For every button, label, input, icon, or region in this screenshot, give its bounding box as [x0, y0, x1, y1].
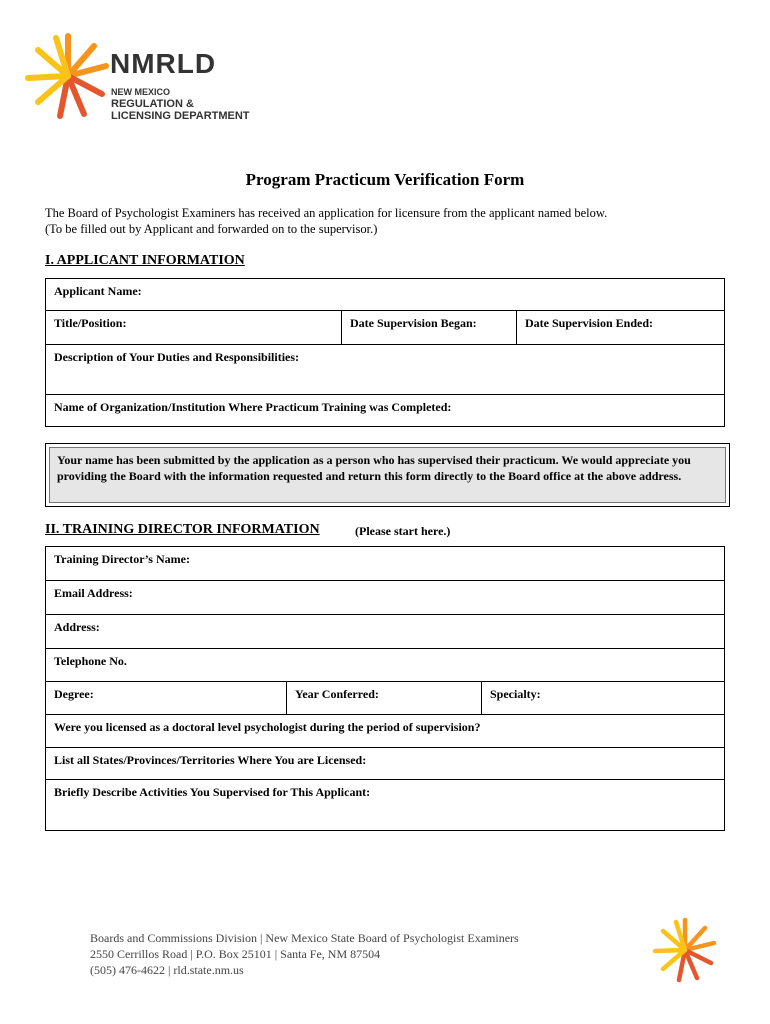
email-label: Email Address:	[54, 586, 133, 600]
brand-line-1: NEW MEXICO	[111, 87, 171, 97]
date-began-label: Date Supervision Began:	[350, 316, 477, 330]
applicant-name-field[interactable]	[45, 278, 725, 311]
applicant-name-label: Applicant Name:	[54, 284, 142, 298]
year-conferred-field[interactable]	[286, 682, 481, 714]
address-field[interactable]	[45, 614, 725, 649]
states-field[interactable]	[45, 747, 725, 780]
title-dates-row	[45, 310, 725, 345]
nmrld-small-logo-icon	[650, 915, 720, 985]
intro-line-2: (To be filled out by Applicant and forwarded on to the supervisor.)	[45, 222, 378, 236]
specialty-field[interactable]	[481, 682, 724, 714]
activities-field[interactable]	[45, 779, 725, 831]
email-field[interactable]	[45, 580, 725, 615]
section-2-note: (Please start here.)	[355, 524, 451, 538]
director-name-label: Training Director’s Name:	[54, 552, 190, 566]
date-ended-field[interactable]	[516, 311, 724, 344]
brand-abbreviation: NMRLD	[110, 48, 217, 79]
section-2-heading: II. TRAINING DIRECTOR INFORMATION	[45, 522, 320, 537]
activities-label: Briefly Describe Activities You Supervised for This Applicant:	[54, 785, 371, 799]
form-title: Program Practicum Verification Form	[245, 170, 525, 189]
director-name-field[interactable]	[45, 546, 725, 581]
organization-label: Name of Organization/Institution Where Practicum Training was Completed:	[54, 400, 452, 414]
form-intro	[45, 205, 607, 237]
duties-field[interactable]	[45, 344, 725, 395]
degree-label: Degree:	[54, 687, 94, 701]
supervisor-notice-text: Your name has been submitted by the application as a person who has supervised their practicum. We would appreciate you providing the Board with the information requested and return this form directly to the Board office at the above address.	[49, 447, 726, 503]
degree-field[interactable]	[46, 682, 286, 714]
section-1-heading: I. APPLICANT INFORMATION	[45, 253, 245, 268]
states-label: List all States/Provinces/Territories Where You are Licensed:	[54, 753, 367, 767]
supervisor-notice	[45, 443, 730, 507]
duties-label: Description of Your Duties and Responsibilities:	[54, 350, 300, 364]
intro-line-1: The Board of Psychologist Examiners has received an application for licensure from the applicant named below.	[45, 206, 608, 220]
date-began-field[interactable]	[341, 311, 516, 344]
degree-row	[45, 681, 725, 715]
licensed-question-label: Were you licensed as a doctoral level psychologist during the period of supervision?	[54, 720, 481, 734]
date-ended-label: Date Supervision Ended:	[525, 316, 654, 330]
telephone-field[interactable]	[45, 648, 725, 682]
brand-line-3: LICENSING DEPARTMENT	[111, 110, 250, 122]
licensed-question-field[interactable]	[45, 714, 725, 748]
title-position-field[interactable]	[46, 311, 341, 344]
title-position-label: Title/Position:	[54, 316, 127, 330]
brand-line-2: REGULATION &	[111, 98, 194, 110]
footer-line-2: 2550 Cerrillos Road | P.O. Box 25101 | Santa Fe, NM 87504	[90, 947, 381, 961]
organization-field[interactable]	[45, 394, 725, 427]
footer-line-3: (505) 476-4622 | rld.state.nm.us	[90, 963, 244, 977]
specialty-label: Specialty:	[490, 687, 541, 701]
address-label: Address:	[54, 620, 100, 634]
footer-line-1: Boards and Commissions Division | New Mexico State Board of Psychologist Examiners	[90, 931, 519, 945]
telephone-label: Telephone No.	[54, 654, 127, 668]
year-conferred-label: Year Conferred:	[295, 687, 379, 701]
footer-contact	[90, 930, 519, 978]
